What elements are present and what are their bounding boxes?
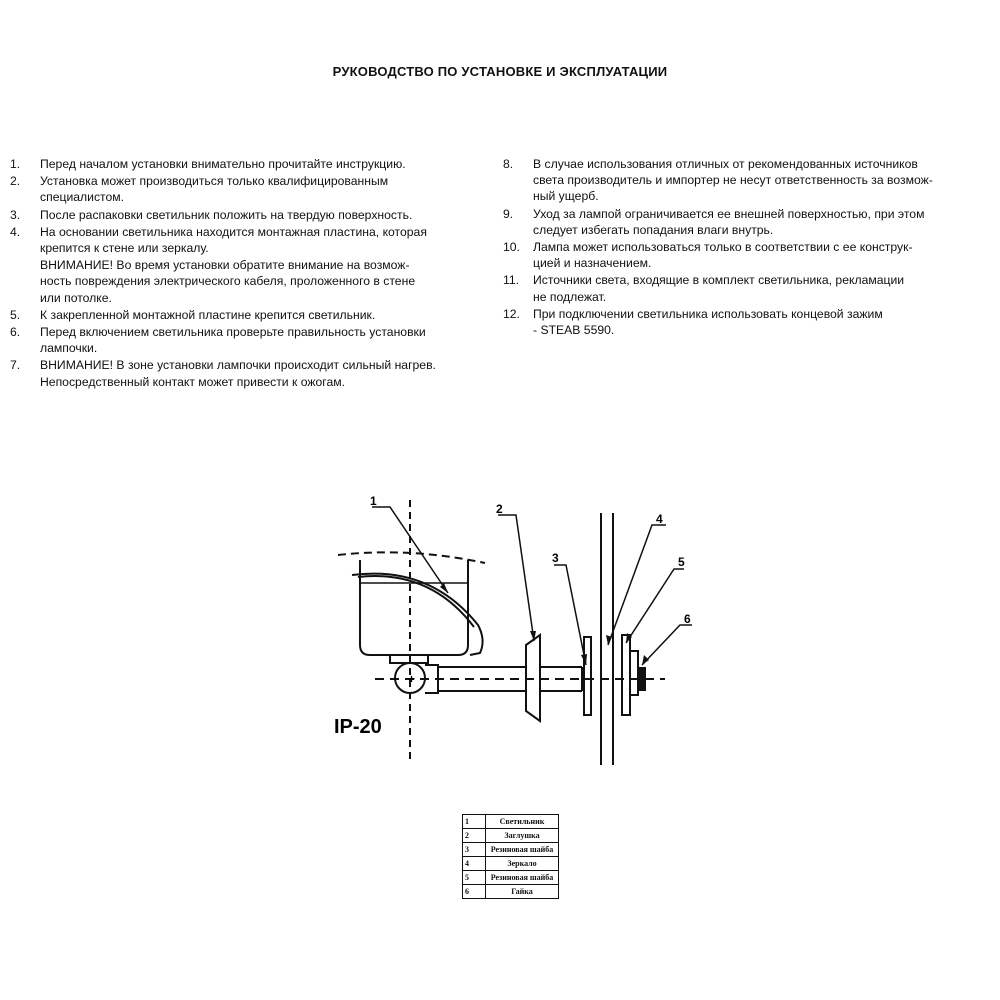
instruction-line: крепится к стене или зеркалу. — [40, 241, 209, 256]
callout-1: 1 — [370, 494, 377, 508]
instruction-text — [40, 357, 490, 389]
instruction-text — [533, 306, 983, 338]
instruction-item — [503, 272, 983, 304]
legend-row — [463, 815, 559, 829]
callout-6: 6 — [684, 612, 691, 626]
instruction-number: 11. — [503, 273, 520, 288]
instruction-text — [533, 156, 983, 205]
legend-row — [463, 829, 559, 843]
instruction-line: ВНИМАНИЕ! Во время установки обратите внимание на возмож- — [40, 258, 410, 273]
instruction-text — [533, 206, 983, 238]
instructions-right-column — [503, 156, 983, 339]
svg-text:+: + — [408, 672, 416, 686]
legend-number: 5 — [463, 871, 486, 885]
instruction-text — [533, 239, 983, 271]
instruction-line: - STEAB 5590. — [533, 323, 615, 338]
instruction-line: После распаковки светильник положить на твердую поверхность. — [40, 207, 413, 222]
ip-rating-label: IP-20 — [334, 716, 382, 738]
legend-number: 6 — [463, 885, 486, 899]
instruction-number: 2. — [10, 174, 21, 189]
legend-label: Резиновая шайба — [486, 871, 559, 885]
instruction-line: При подключении светильника использовать концевой зажим — [533, 306, 883, 321]
instruction-text — [533, 272, 983, 304]
instruction-number: 3. — [10, 207, 21, 222]
legend-label: Светильник — [486, 815, 559, 829]
document-title: РУКОВОДСТВО ПО УСТАНОВКЕ И ЭКСПЛУАТАЦИИ — [332, 64, 668, 79]
instruction-line: К закрепленной монтажной пластине крепится светильник. — [40, 307, 376, 322]
instructions-left-column — [10, 156, 490, 391]
instruction-item — [10, 307, 490, 323]
instruction-item — [503, 306, 983, 338]
instruction-text — [40, 173, 490, 205]
instruction-item — [10, 207, 490, 223]
instruction-line: цией и назначением. — [533, 256, 652, 271]
instruction-line: На основании светильника находится монтажная пластина, которая — [40, 224, 427, 239]
legend-row — [463, 857, 559, 871]
instruction-number: 7. — [10, 358, 21, 373]
instruction-item — [10, 224, 490, 256]
callout-3: 3 — [552, 551, 559, 565]
callout-5: 5 — [678, 555, 685, 569]
instruction-line: Перед включением светильника проверьте правильность установки — [40, 325, 426, 340]
instruction-item — [10, 156, 490, 172]
instruction-line: Уход за лампой ограничивается ее внешней поверхностью, при этом — [533, 206, 925, 221]
legend-number: 4 — [463, 857, 486, 871]
instruction-number: 8. — [503, 157, 514, 171]
instruction-line: В случае использования отличных от рекомендованных источников — [533, 157, 918, 171]
instruction-number: 5. — [10, 307, 21, 322]
instruction-item — [503, 156, 983, 205]
instruction-item — [10, 324, 490, 356]
legend-label: Резиновая шайба — [486, 843, 559, 857]
instruction-line: Перед началом установки внимательно прочитайте инструкцию. — [40, 157, 406, 171]
instruction-number: 1. — [10, 157, 21, 171]
rubber-washer-2 — [622, 635, 630, 715]
mounting-diagram — [320, 495, 720, 775]
instruction-line: Непосредственный контакт может привести к ожогам. — [40, 374, 345, 389]
instruction-number: 6. — [10, 325, 21, 340]
instruction-item — [503, 239, 983, 271]
legend-number: 3 — [463, 843, 486, 857]
legend-row — [463, 843, 559, 857]
instruction-text — [40, 324, 490, 356]
instruction-text — [40, 257, 490, 306]
instruction-text — [40, 224, 490, 256]
instruction-item — [10, 257, 490, 306]
instruction-line: ность повреждения электрического кабеля, проложенного в стене — [40, 274, 416, 289]
instruction-item — [10, 173, 490, 205]
callout-4: 4 — [656, 512, 663, 526]
instruction-line: ный ущерб. — [533, 189, 599, 204]
lamp-body — [338, 552, 485, 655]
callout-2: 2 — [496, 502, 503, 516]
legend-row — [463, 885, 559, 899]
instruction-line: Установка может производиться только квалифицированным — [40, 174, 389, 189]
instruction-text — [40, 156, 490, 172]
legend-number: 1 — [463, 815, 486, 829]
legend-row — [463, 871, 559, 885]
legend-label: Гайка — [486, 885, 559, 899]
instruction-item — [503, 206, 983, 238]
legend-number: 2 — [463, 829, 486, 843]
rubber-washer-1 — [584, 637, 591, 715]
instruction-line: Источники света, входящие в комплект светильника, рекламации — [533, 273, 905, 288]
instruction-number: 9. — [503, 206, 514, 221]
instruction-number: 12. — [503, 306, 520, 321]
instruction-line: или потолке. — [40, 290, 112, 305]
instruction-text — [40, 207, 490, 223]
instruction-number — [10, 257, 40, 306]
legend-label: Заглушка — [486, 829, 559, 843]
instruction-line: специалистом. — [40, 190, 125, 205]
instruction-line: Лампа может использоваться только в соответствии с ее конструк- — [533, 240, 913, 255]
instruction-line: ВНИМАНИЕ! В зоне установки лампочки происходит сильный нагрев. — [40, 358, 436, 373]
instruction-line: света производитель и импортер не несут ответственность за возмож- — [533, 173, 933, 188]
instruction-line: не подлежат. — [533, 289, 607, 304]
instruction-line: следует избегать попадания влаги внутрь. — [533, 222, 774, 237]
instruction-number: 4. — [10, 224, 21, 239]
legend-label: Зеркало — [486, 857, 559, 871]
parts-legend-table — [462, 814, 559, 899]
instruction-number: 10. — [503, 240, 520, 255]
instruction-text — [40, 307, 490, 323]
instruction-item — [10, 357, 490, 389]
instruction-line: лампочки. — [40, 341, 98, 356]
